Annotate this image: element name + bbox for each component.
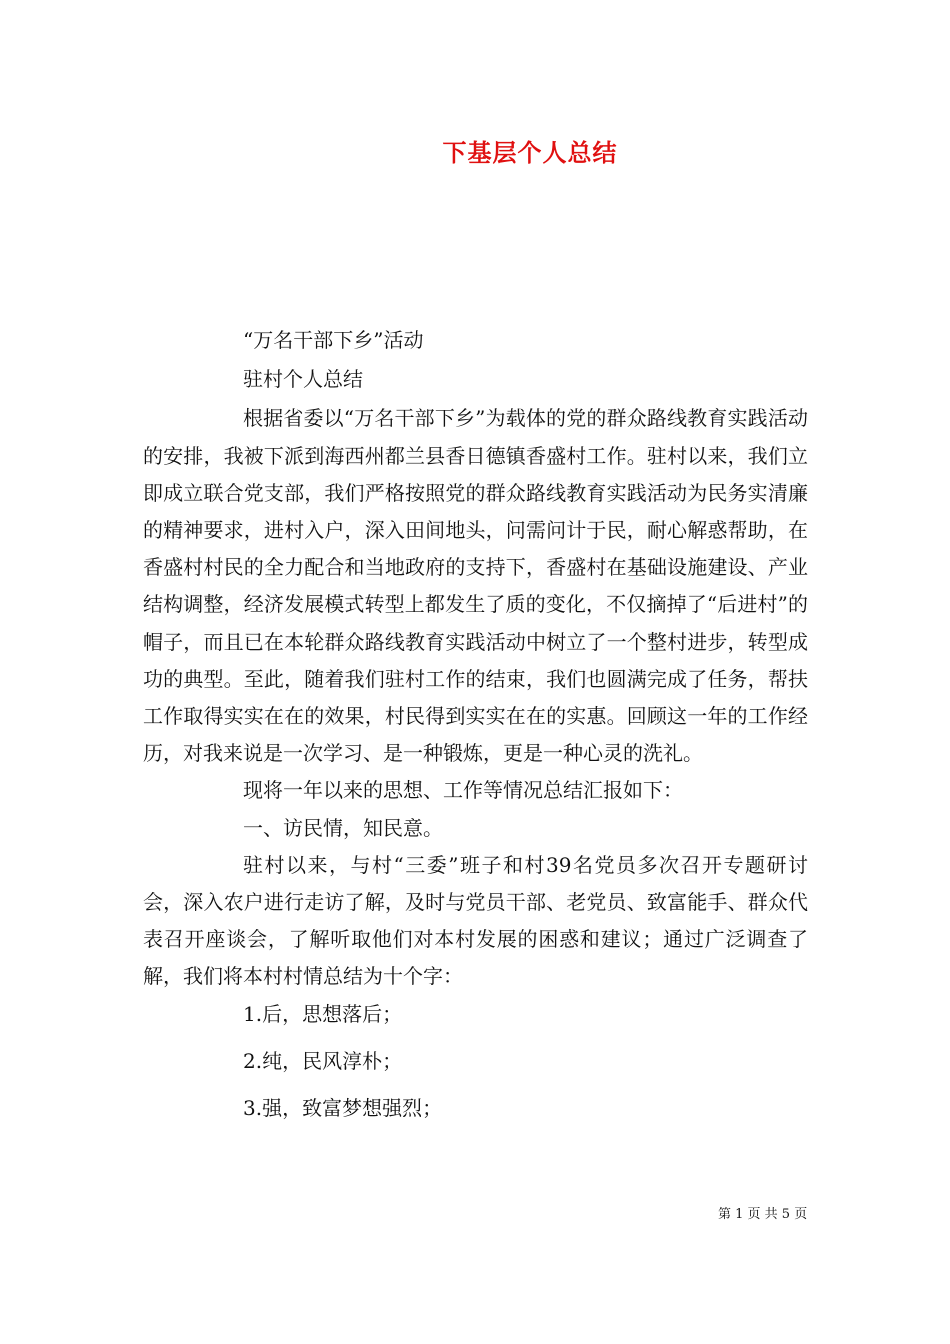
paragraph-subtitle: 驻村个人总结 <box>243 367 363 392</box>
list-item: 3.强，致富梦想强烈； <box>243 1096 443 1121</box>
list-item: 1.后，思想落后； <box>243 1001 403 1026</box>
list-item: 2.纯，民风淳朴； <box>243 1048 403 1073</box>
paragraph-visits: 驻村以来，与村“三委”班子和村39名党员多次召开专题研讨会，深入农户进行走访了解，及时与党员干部、老党员、致富能手、群众代表召开座谈会，了解听取他们对本村发展的困惑和建议；通过广泛调查了解，我们将本村村情总结为十个字： <box>143 852 808 989</box>
paragraph-introduction: 根据省委以“万名干部下乡”为载体的党的群众路线教育实践活动的安排，我被下派到海西州都兰县香日德镇香盛村工作。驻村以来，我们立即成立联合党支部，我们严格按照党的群众路线教育实践活动为民务实清廉的精神要求，进村入户，深入田间地头，问需问计于民，耐心解惑帮助，在香盛村村民的全力配合和当地政府的支持下，香盛村在基础设施建设、产业结构调整，经济发展模式转型上都发生了质的变化，不仅摘掉了“后进村”的帽子，而且已在本轮群众路线教育实践活动中树立了一个整村进步，转型成功的典型。至此，随着我们驻村工作的结束，我们也圆满完成了任务，帮扶工作取得实实在在的效果，村民得到实实在在的实惠。回顾这一年的工作经历，对我来说是一次学习、是一种锻炼，更是一种心灵的洗礼。 <box>143 406 808 766</box>
page-number-footer: 第 1 页 共 5 页 <box>718 1207 808 1222</box>
paragraph-report-lead: 现将一年以来的思想、工作等情况总结汇报如下： <box>243 778 683 803</box>
paragraph-activity-name: “万名干部下乡”活动 <box>243 328 424 352</box>
document-title: 下基层个人总结 <box>442 139 618 167</box>
document-body <box>143 322 808 1137</box>
paragraph-section-heading: 一、访民情，知民意。 <box>243 815 443 840</box>
